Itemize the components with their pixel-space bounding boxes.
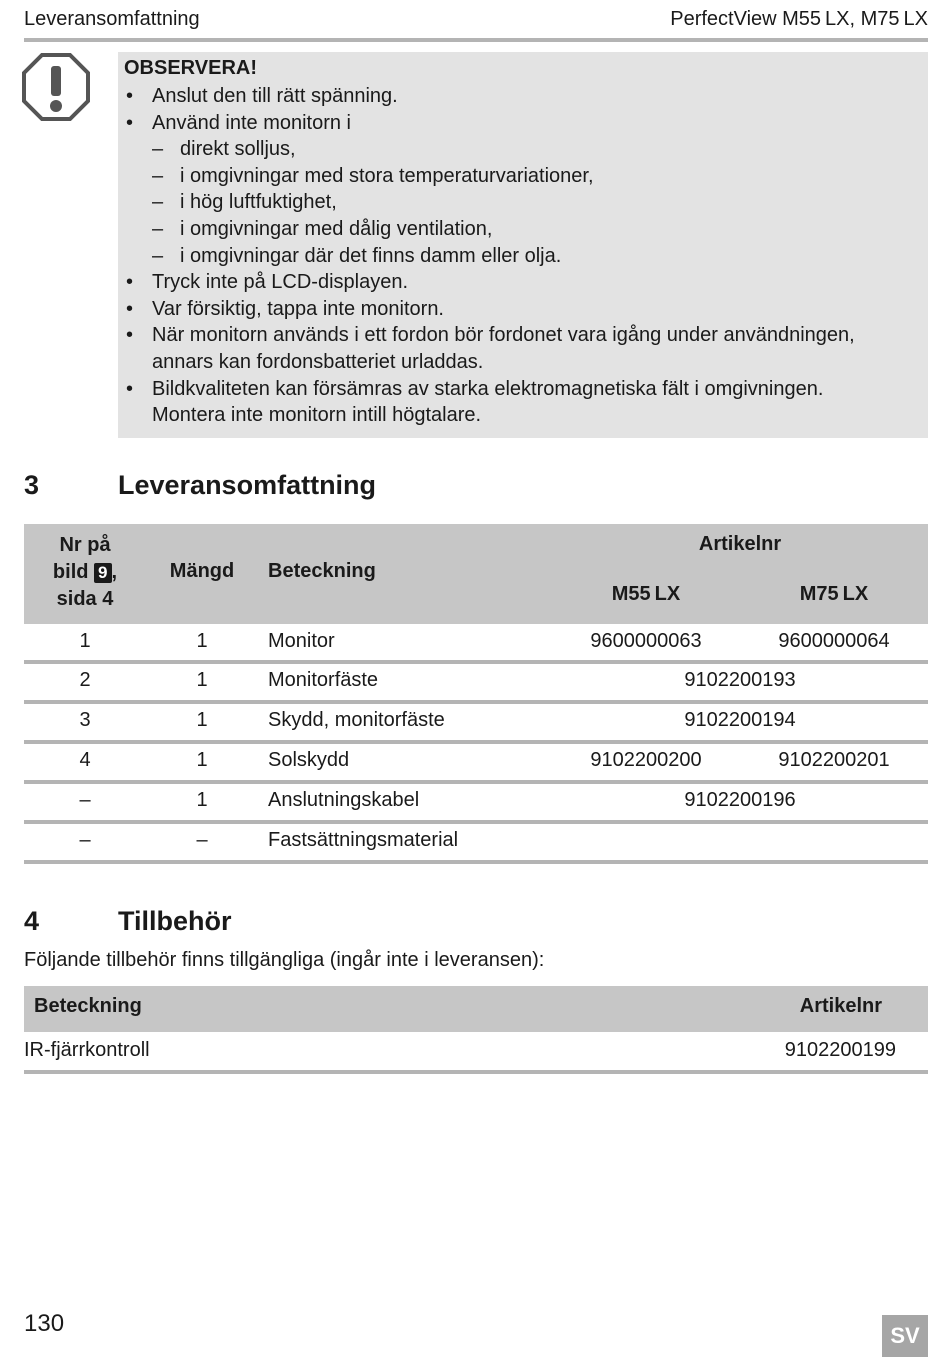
column-header-m55: M55 LX (611, 583, 681, 605)
table-cell-article: 9102200199 (784, 1039, 896, 1061)
table-cell-m55: 9600000063 (590, 630, 702, 652)
warning-line: i hög luftfuktighet, (180, 191, 337, 214)
dash-marker: – (152, 244, 164, 267)
warning-line: i omgivningar med stora temperaturvariationer, (180, 164, 594, 187)
table-cell-qty: 1 (196, 669, 208, 691)
warning-line: Anslut den till rätt spänning. (152, 85, 398, 107)
table-cell-nr: 2 (79, 669, 91, 691)
dash-marker: – (152, 218, 164, 240)
table-cell-m75: 9600000064 (778, 630, 890, 652)
section-title: Tillbehör (118, 906, 232, 936)
table-row-divider (24, 860, 928, 864)
table-cell-qty: 1 (196, 630, 208, 652)
table-cell-desc: Monitor (268, 630, 335, 652)
table-row-divider (24, 660, 928, 664)
warning-line: annars kan fordonsbatteriet urladdas. (152, 351, 484, 373)
warning-line: i omgivningar där det finns damm eller olja. (180, 244, 562, 267)
warning-line: Montera inte monitorn intill högtalare. (152, 404, 482, 427)
figure-badge: 9 (94, 563, 111, 583)
page-number: 130 (24, 1310, 65, 1337)
table-cell-article-shared: 9102200194 (684, 709, 796, 731)
bullet-marker: • (126, 111, 134, 134)
table-cell-desc: Skydd, monitorfäste (268, 709, 445, 731)
table-row-divider (24, 1070, 928, 1074)
bullet-marker: • (126, 271, 134, 294)
table-cell-nr: 1 (79, 630, 91, 652)
table-cell-m75: 9102200201 (778, 749, 890, 771)
table-cell-qty: – (196, 829, 208, 851)
exclamation-octagon-icon (22, 53, 90, 121)
bullet-marker: • (126, 324, 134, 347)
running-header-product: PerfectView M55 LX, M75 LX (670, 8, 928, 30)
table-cell-nr: 4 (79, 749, 91, 771)
table-cell-article-shared: 9102200196 (684, 789, 796, 811)
bullet-marker: • (126, 297, 134, 320)
table-row-divider (24, 700, 928, 704)
warning-line: Tryck inte på LCD-displayen. (152, 271, 409, 294)
table-row-divider (24, 740, 928, 744)
column-header-qty: Mängd (169, 560, 235, 582)
dash-marker: – (152, 191, 164, 214)
column-header-article: Artikelnr (698, 533, 782, 555)
table-cell-desc: Anslutningskabel (268, 789, 420, 811)
warning-line: direkt solljus, (180, 138, 296, 161)
table-cell-nr: – (79, 829, 91, 851)
table-cell-article-shared: 9102200193 (684, 669, 796, 691)
bullet-marker: • (126, 377, 134, 400)
dash-marker: – (152, 138, 164, 161)
column-header-desc: Beteckning (268, 560, 376, 582)
table-cell-nr: – (79, 789, 91, 811)
column-header-desc: Beteckning (34, 995, 142, 1017)
section-title: Leveransomfattning (118, 470, 377, 500)
column-header-nr: Nr på bild 9 , sida 4 (52, 534, 118, 610)
table-cell-desc: Fastsättningsmaterial (268, 829, 459, 851)
dash-marker: – (152, 164, 164, 187)
table-cell-qty: 1 (196, 709, 208, 731)
warning-line: i omgivningar med dålig ventilation, (180, 218, 493, 240)
section-number: 4 (24, 906, 40, 936)
section-number: 3 (24, 470, 40, 500)
column-header-article: Artikelnr (799, 995, 882, 1017)
table-cell-desc: IR-fjärrkontroll (24, 1039, 150, 1061)
section-intro: Följande tillbehör finns tillgängliga (ingår inte i leveransen): (24, 949, 545, 971)
warning-title: OBSERVERA! (124, 57, 257, 79)
bullet-marker: • (126, 85, 134, 107)
table-cell-m55: 9102200200 (590, 749, 702, 771)
table-row-divider (24, 780, 928, 784)
column-header-m75: M75 LX (799, 583, 869, 605)
table-cell-nr: 3 (79, 709, 91, 731)
table-cell-desc: Monitorfäste (268, 669, 379, 691)
table-row-divider (24, 820, 928, 824)
table-header (24, 986, 928, 1032)
table-cell-desc: Solskydd (268, 749, 350, 771)
warning-line: Använd inte monitorn i (152, 111, 352, 134)
table-cell-qty: 1 (196, 749, 208, 771)
language-badge: SV (882, 1315, 928, 1357)
running-header-section: Leveransomfattning (24, 8, 200, 30)
warning-line: Bildkvaliteten kan försämras av starka elektromagnetiska fält i omgivningen. (152, 377, 824, 400)
table-cell-qty: 1 (196, 789, 208, 811)
header-divider (24, 38, 928, 42)
warning-line: När monitorn används i ett fordon bör fordonet vara igång under användningen, (152, 324, 855, 347)
warning-line: Var försiktig, tappa inte monitorn. (152, 297, 444, 320)
